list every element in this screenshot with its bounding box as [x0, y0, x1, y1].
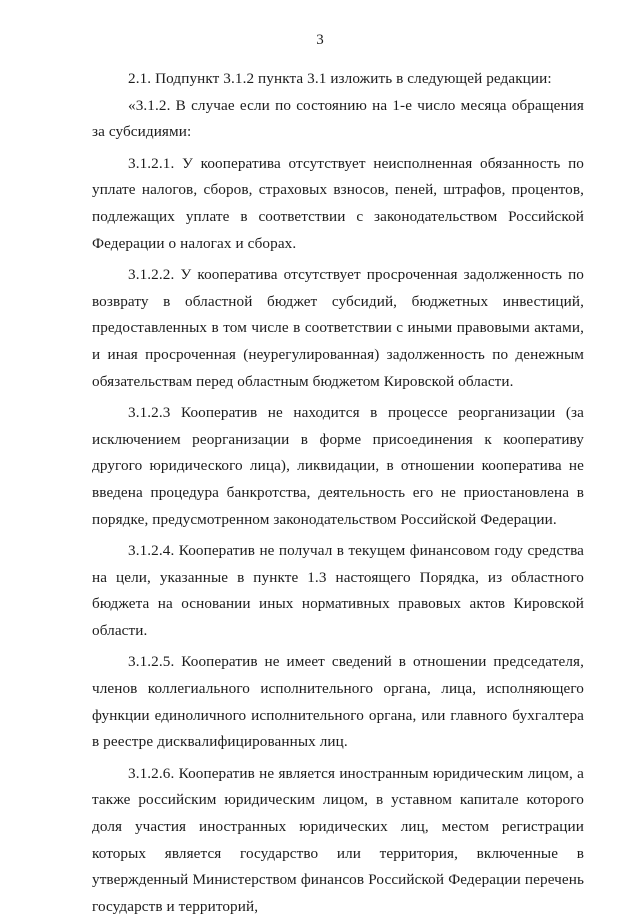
paragraph-3-1-2-4: 3.1.2.4. Кооператив не получал в текущем финансовом году средства на цели, указанные в пункте 1.3 настоящего Порядка, из областного бюджета на основании иных нормативных правовых актов Кировской области. — [92, 542, 584, 639]
paragraph-3-1-2-1: 3.1.2.1. У кооператива отсутствует неисполненная обязанность по уплате налогов, сборов, страховых взносов, пеней, штрафов, процентов, подлежащих уплате в соответствии с законодательством Российской Федерации о налогах и сборах. — [92, 154, 584, 252]
paragraph-2-1: 2.1. Подпункт 3.1.2 пункта 3.1 изложить в следующей редакции: — [128, 70, 552, 87]
page-number: 3 — [316, 32, 324, 48]
paragraph-3-1-2-5: 3.1.2.5. Кооператив не имеет сведений в отношении председателя, членов коллегиального исполнительного органа, лица, исполняющего функции единоличного исполнительного органа, или главного бухгалтера в реестре дисквалифицированных лиц. — [92, 653, 584, 751]
paragraph-3-1-2-3: 3.1.2.3 Кооператив не находится в процессе реорганизации (за исключением реорганизации в форме присоединения к кооперативу другого юридического лица), ликвидации, в отношении кооператива не введена процедура банкротства, деятельность его не приостановлена в порядке, предусмотренном законодательством Российской Федерации. — [92, 404, 584, 528]
paragraph-3-1-2-6: 3.1.2.6. Кооператив не является иностранным юридическим лицом, а также российским юридическим лицом, в уставном капитале которого доля участия иностранных юридических лиц, местом регистрации которых является государство или территория, включенные в утвержденный Министерством финансов Российской Федерации перечень государств и территорий, — [92, 764, 584, 915]
document-body — [92, 66, 584, 920]
paragraph-3-1-2: «3.1.2. В случае если по состоянию на 1-е число месяца обращения за субсидиями: — [92, 96, 584, 141]
paragraph-3-1-2-2: 3.1.2.2. У кооператива отсутствует просроченная задолженность по возврату в областной бюджет субсидий, бюджетных инвестиций, предоставленных в том числе в соответствии с иными правовыми актами, и иная просроченная (неурегулированная) задолженность по денежным обязательствам перед областным бюджетом Кировской области. — [92, 266, 584, 390]
